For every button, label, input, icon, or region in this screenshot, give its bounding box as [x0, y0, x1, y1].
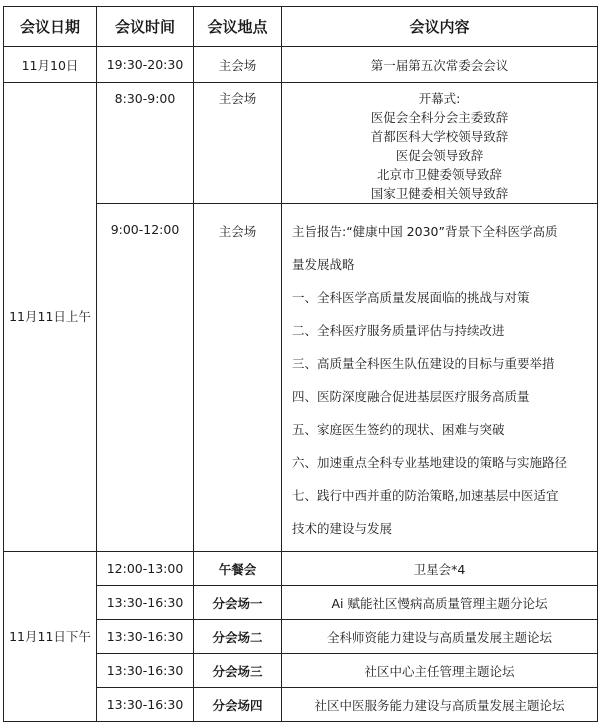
- venue-cell: 分会场四: [194, 688, 282, 722]
- venue-cell: 分会场二: [194, 620, 282, 654]
- date-cell-afternoon: 11月11日下午: [4, 552, 97, 722]
- header-date: 会议日期: [4, 7, 97, 47]
- keynote-line: 七、践行中西并重的防治策略,加速基层中医适宜: [292, 488, 559, 503]
- table-row: [4, 47, 598, 83]
- time-cell: 13:30-16:30: [97, 688, 194, 722]
- keynote-line: 四、医防深度融合促进基层医疗服务高质量: [292, 389, 530, 404]
- opening-line: 首都医科大学校领导致辞: [370, 129, 509, 144]
- opening-line: 医促会领导致辞: [395, 148, 484, 163]
- time-cell: 13:30-16:30: [97, 586, 194, 620]
- time-cell: 19:30-20:30: [97, 47, 194, 83]
- table-row: [4, 83, 598, 204]
- venue-cell: 主会场: [194, 204, 282, 552]
- opening-line: 国家卫健委相关领导致辞: [370, 186, 509, 201]
- header-time: 会议时间: [97, 7, 194, 47]
- keynote-line: 一、全科医学高质量发展面临的挑战与对策: [292, 290, 530, 305]
- header-row: [4, 7, 598, 47]
- keynote-content: [282, 204, 598, 552]
- content-cell: 社区中医服务能力建设与高质量发展主题论坛: [282, 688, 598, 722]
- header-content: 会议内容: [282, 7, 598, 47]
- schedule-table: [3, 6, 598, 722]
- venue-cell: 分会场三: [194, 654, 282, 688]
- content-cell: 卫星会*4: [282, 552, 598, 586]
- keynote-line: 五、家庭医生签约的现状、困难与突破: [292, 422, 505, 437]
- keynote-line: 二、全科医疗服务质量评估与持续改进: [292, 323, 505, 338]
- time-cell: 13:30-16:30: [97, 654, 194, 688]
- table-row: [4, 552, 598, 586]
- opening-ceremony: [282, 83, 598, 204]
- header-venue: 会议地点: [194, 7, 282, 47]
- content-cell: Ai 赋能社区慢病高质量管理主题分论坛: [282, 586, 598, 620]
- opening-line: 医促会全科分会主委致辞: [370, 110, 509, 125]
- content-cell: 社区中心主任管理主题论坛: [282, 654, 598, 688]
- keynote-line: 量发展战略: [292, 257, 355, 272]
- time-cell: 12:00-13:00: [97, 552, 194, 586]
- content-cell: 全科师资能力建设与高质量发展主题论坛: [282, 620, 598, 654]
- venue-cell: 主会场: [194, 83, 282, 204]
- venue-cell: 分会场一: [194, 586, 282, 620]
- keynote-line: 主旨报告:“健康中国 2030”背景下全科医学高质: [292, 224, 558, 239]
- venue-cell: 午餐会: [194, 552, 282, 586]
- content-cell: 第一届第五次常委会会议: [282, 47, 598, 83]
- keynote-line: 三、高质量全科医生队伍建设的目标与重要举措: [292, 356, 555, 371]
- keynote-line: 技术的建设与发展: [292, 521, 393, 536]
- venue-cell: 主会场: [194, 47, 282, 83]
- time-cell: 13:30-16:30: [97, 620, 194, 654]
- time-cell: 9:00-12:00: [97, 204, 194, 552]
- opening-line: 北京市卫健委领导致辞: [376, 167, 502, 182]
- time-cell: 8:30-9:00: [97, 83, 194, 204]
- opening-line: 开幕式:: [418, 91, 461, 106]
- keynote-line: 六、加速重点全科专业基地建设的策略与实施路径: [292, 455, 568, 470]
- date-cell: 11月10日: [4, 47, 97, 83]
- date-cell-morning: 11月11日上午: [4, 83, 97, 552]
